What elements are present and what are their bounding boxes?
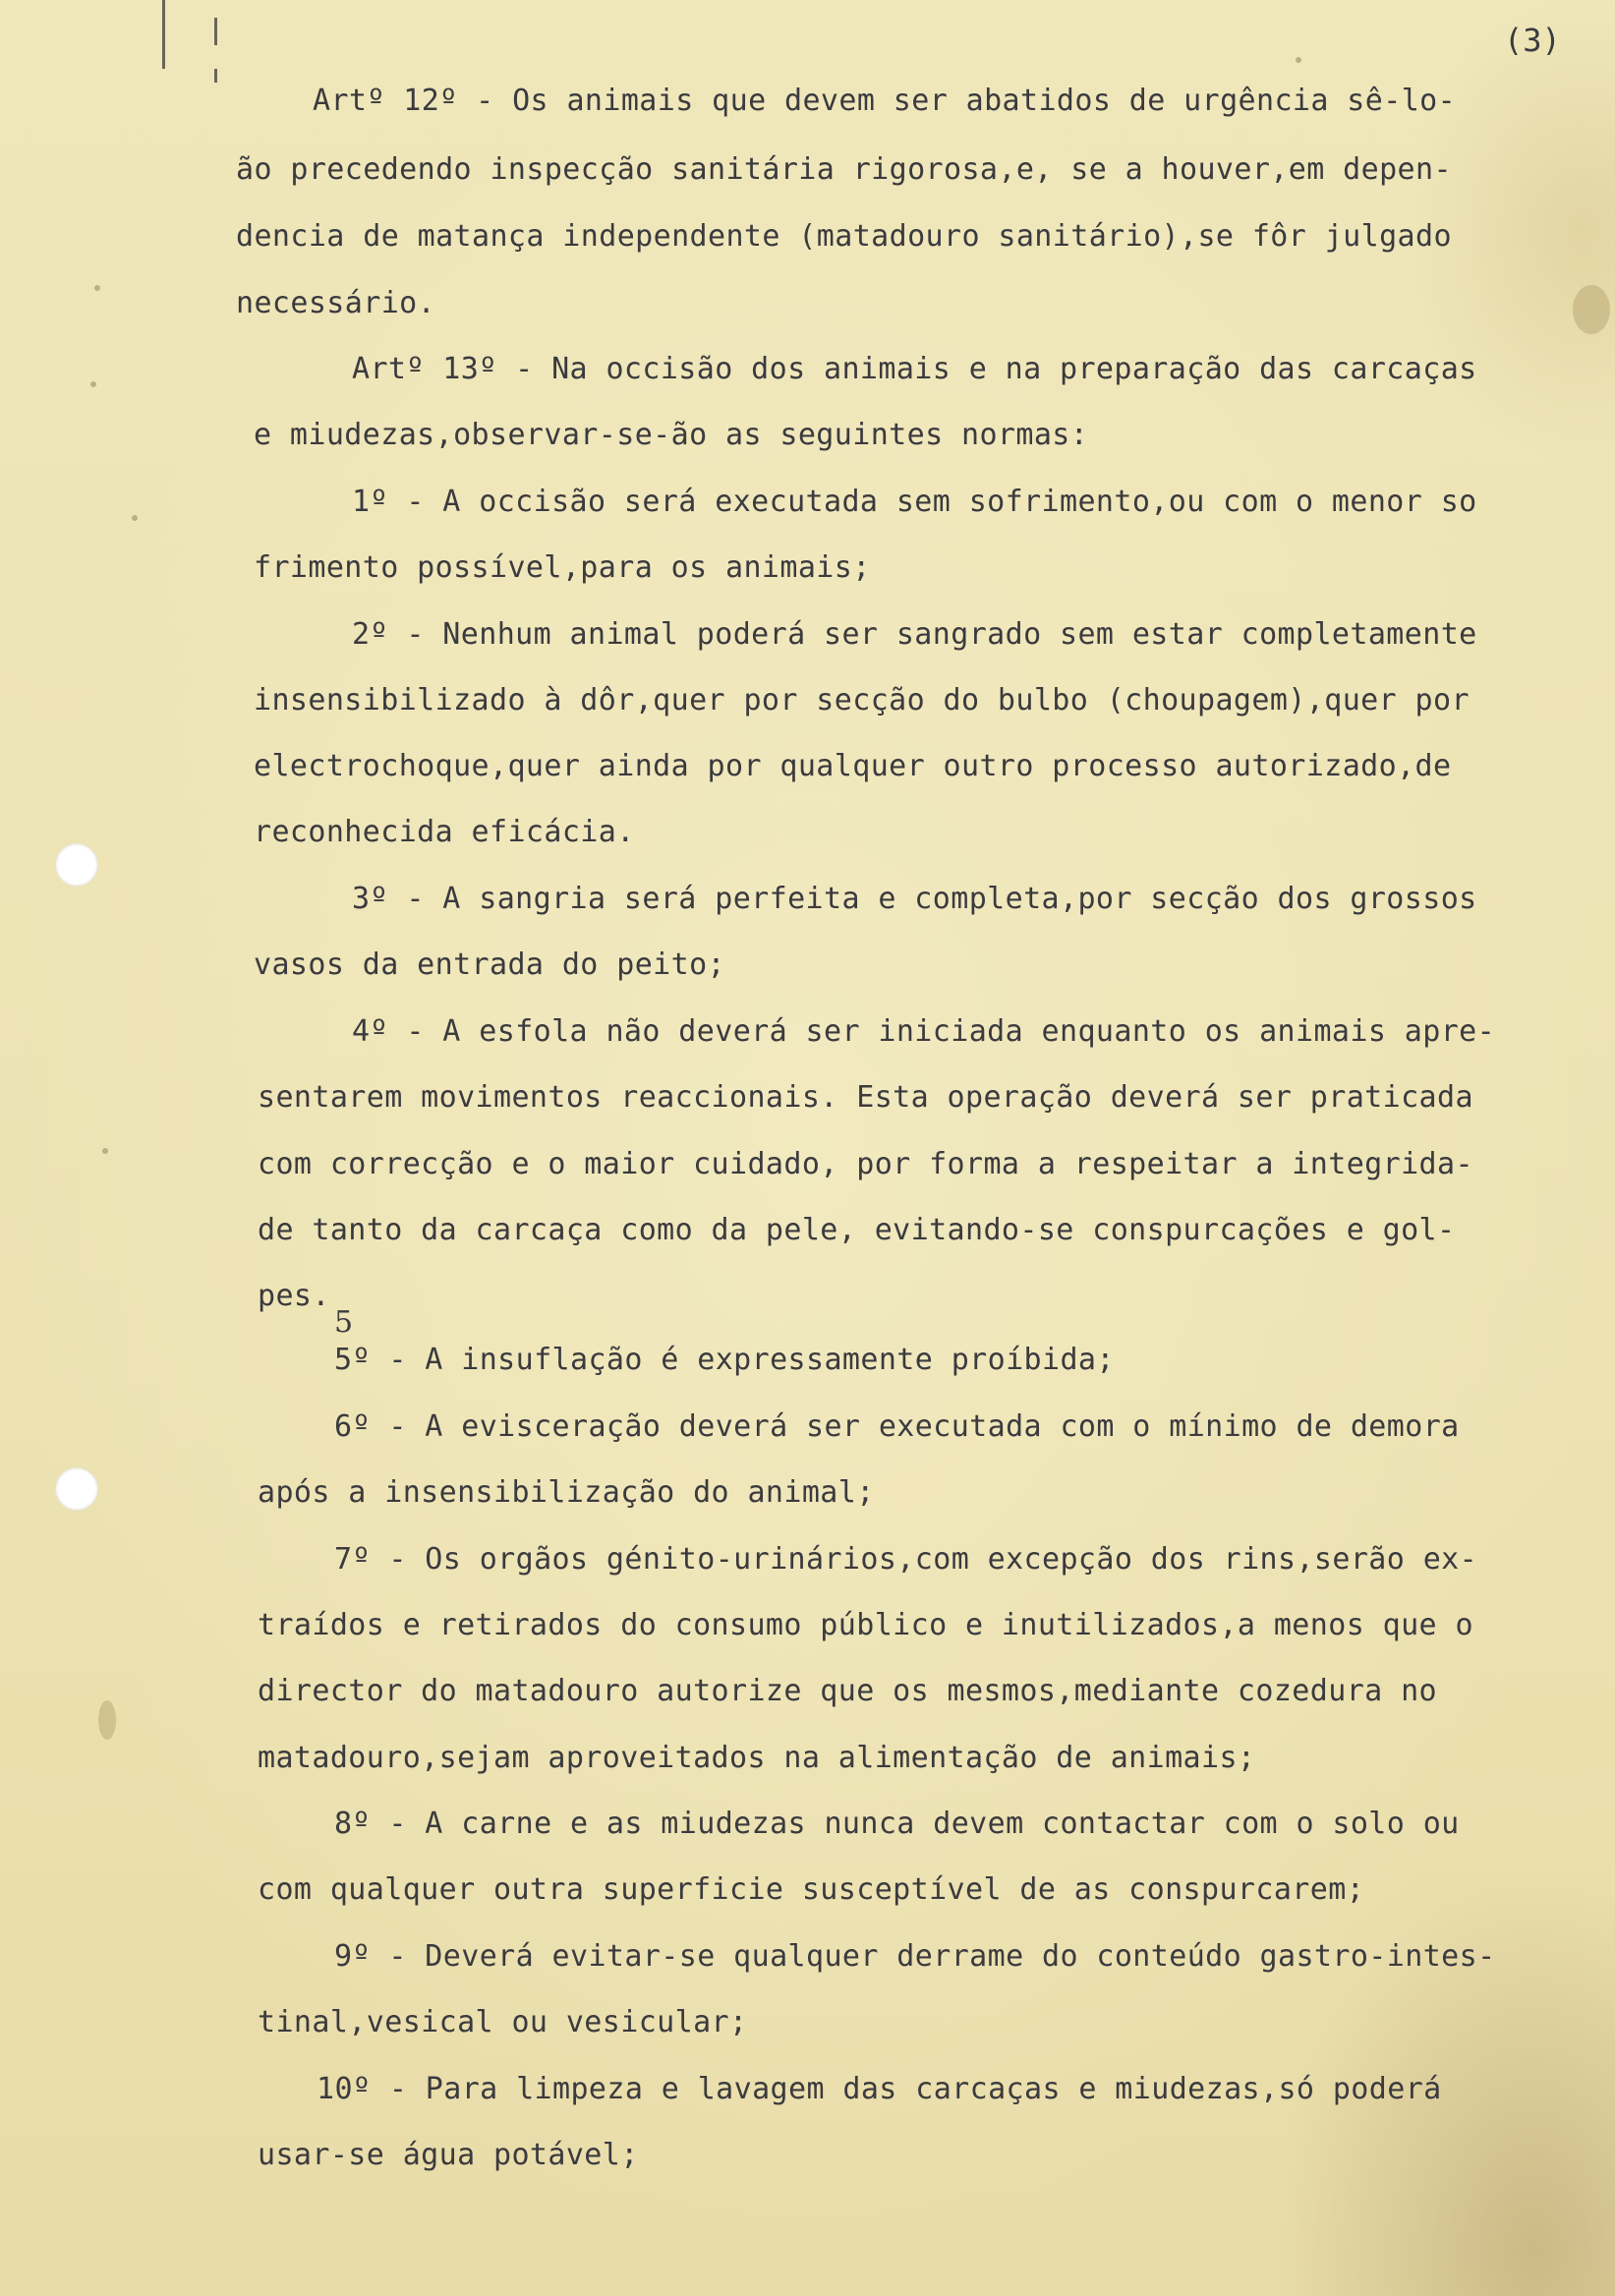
paper-stain xyxy=(98,1700,116,1740)
margin-mark xyxy=(214,69,217,83)
text-line: electrochoque,quer ainda por qualquer outro processo autorizado,de xyxy=(254,749,1452,783)
text-line: 7º - Os orgãos génito-urinários,com excepção dos rins,serão ex- xyxy=(334,1542,1478,1577)
punch-hole xyxy=(55,843,98,887)
text-line: ão precedendo inspecção sanitária rigorosa,e, se a houver,em depen- xyxy=(236,152,1452,187)
text-line: frimento possível,para os animais; xyxy=(254,550,871,585)
text-line: 10º - Para limpeza e lavagem das carcaças e miudezas,só poderá xyxy=(317,2072,1442,2106)
text-line: sentarem movimentos reaccionais. Esta operação deverá ser praticada xyxy=(258,1080,1473,1115)
text-line: após a insensibilização do animal; xyxy=(258,1475,875,1510)
text-line: Artº 13º - Na occisão dos animais e na preparação das carcaças xyxy=(352,352,1477,386)
text-line: 2º - Nenhum animal poderá ser sangrado sem estar completamente xyxy=(352,617,1477,652)
page-number: (3) xyxy=(1504,22,1561,59)
text-line: Artº 12º - Os animais que devem ser abatidos de urgência sê-lo- xyxy=(313,84,1457,118)
text-line: matadouro,sejam aproveitados na alimentação de animais; xyxy=(258,1741,1256,1775)
paper-speck xyxy=(1296,57,1301,63)
text-line: com correcção e o maior cuidado, por forma a respeitar a integrida- xyxy=(258,1147,1473,1181)
text-line: 3º - A sangria será perfeita e completa,por secção dos grossos xyxy=(352,882,1477,916)
paper-stain xyxy=(1573,285,1610,334)
margin-mark xyxy=(214,18,217,45)
paper-speck xyxy=(94,285,100,291)
punch-hole xyxy=(55,1467,98,1511)
text-line: usar-se água potável; xyxy=(258,2138,639,2172)
text-line: 4º - A esfola não deverá ser iniciada enquanto os animais apre- xyxy=(352,1014,1496,1049)
text-line: 5º - A insuflação é expressamente proíbida; xyxy=(334,1343,1115,1377)
text-line: e miudezas,observar-se-ão as seguintes normas: xyxy=(254,418,1089,452)
text-line: traídos e retirados do consumo público e inutilizados,a menos que o xyxy=(258,1608,1473,1642)
text-line: vasos da entrada do peito; xyxy=(254,947,725,982)
text-line: 1º - A occisão será executada sem sofrimento,ou com o menor so xyxy=(352,485,1477,519)
text-line: 8º - A carne e as miudezas nunca devem contactar com o solo ou xyxy=(334,1807,1460,1841)
text-line: pes. xyxy=(258,1279,330,1313)
text-line: 6º - A evisceração deverá ser executada com o mínimo de demora xyxy=(334,1409,1460,1444)
text-line: dencia de matança independente (matadouro sanitário),se fôr julgado xyxy=(236,219,1452,254)
text-line: necessário. xyxy=(236,286,436,320)
margin-mark xyxy=(162,0,165,69)
paper-speck xyxy=(132,515,138,521)
text-line: de tanto da carcaça como da pele, evitando-se conspurcações e gol- xyxy=(258,1213,1456,1247)
text-line: com qualquer outra superficie susceptível de as conspurcarem; xyxy=(258,1872,1365,1907)
text-line: insensibilizado à dôr,quer por secção do bulbo (choupagem),quer por xyxy=(254,683,1470,718)
paper-speck xyxy=(102,1148,108,1154)
text-line: reconhecida eficácia. xyxy=(254,815,635,849)
text-line: 9º - Deverá evitar-se qualquer derrame do conteúdo gastro-intes- xyxy=(334,1939,1496,1974)
text-line: tinal,vesical ou vesicular; xyxy=(258,2005,748,2039)
paper-speck xyxy=(90,381,96,387)
text-line: director do matadouro autorize que os mesmos,mediante cozedura no xyxy=(258,1674,1437,1708)
handwritten-annotation: 5 xyxy=(334,1305,354,1340)
